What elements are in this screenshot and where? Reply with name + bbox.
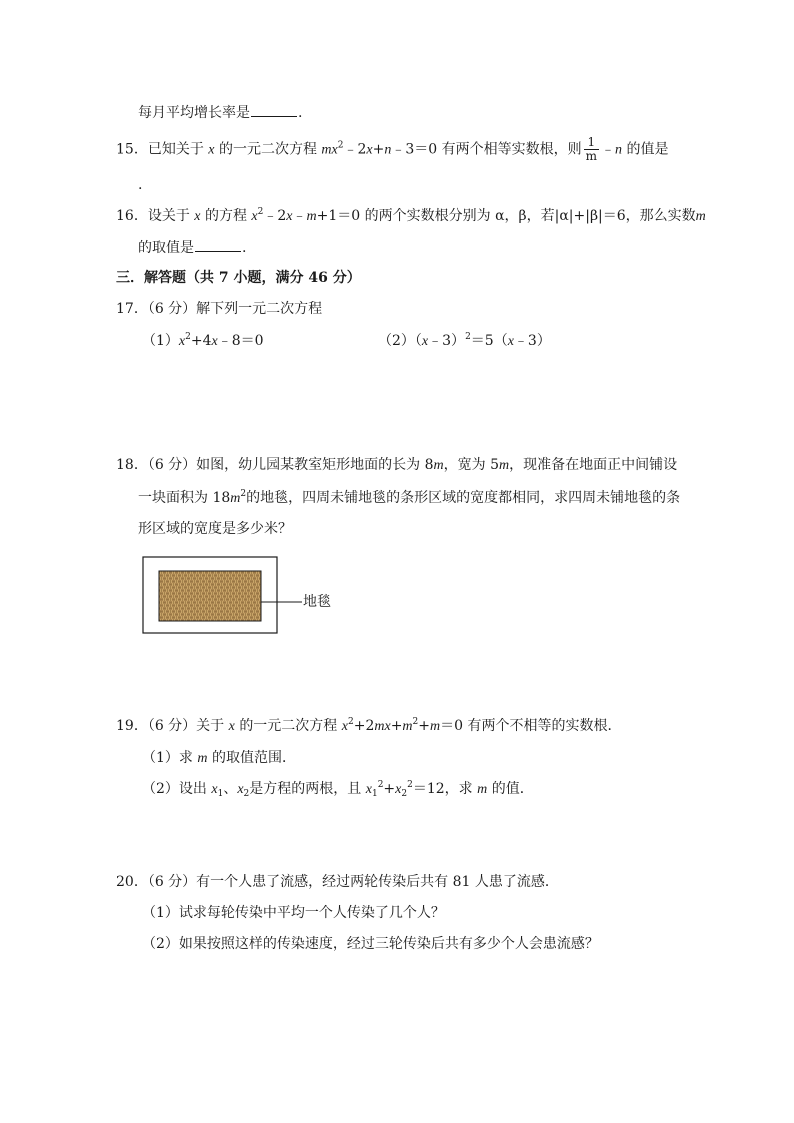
q15-text-2: 的一元二次方程: [218, 141, 317, 158]
q19-text-1: （6 分）关于: [147, 718, 225, 734]
q19-text-6: ＝0 有两个不相等的实数根．: [440, 718, 622, 734]
question-17: [116, 299, 322, 319]
var-x: x: [341, 719, 348, 734]
exponent: 2: [337, 140, 344, 151]
var-n: n: [384, 142, 392, 158]
q18-line-3: 形区域的宽度是多少米？: [138, 521, 292, 537]
q18-line-2: [138, 488, 680, 509]
q16-text-3: ﹣2: [263, 208, 287, 224]
fraction-denominator: m: [585, 149, 598, 163]
q19-text-4: +: [390, 718, 403, 734]
q19-part-2: [142, 779, 534, 800]
question-number: 18．: [116, 457, 148, 473]
subscript: 2: [401, 789, 408, 799]
question-number: 17．: [116, 301, 148, 317]
q20-part-1: （1）试求每轮传染中平均一个人传染了几个人？: [142, 905, 445, 921]
var-x: x: [251, 209, 258, 224]
q16-text-2: 的方程: [204, 208, 247, 224]
var-x: x: [178, 334, 186, 349]
q16-line-2-text: 的取值是: [138, 240, 194, 256]
q15-text-6: ﹣: [601, 141, 616, 158]
q14-tail: [138, 103, 302, 123]
var-m: m: [477, 782, 488, 797]
q18-text-2: ，宽为 5: [443, 457, 500, 473]
var-x: x: [331, 142, 338, 158]
exponent: 2: [465, 332, 471, 342]
q15-text-3: ﹣2: [343, 141, 367, 158]
separator: 、: [223, 781, 238, 797]
fraction-numerator: 1: [584, 136, 599, 150]
answer-blank: [195, 238, 241, 252]
q16-text-4: ﹣: [292, 208, 307, 224]
q17-part1-text-1: +4: [190, 333, 212, 349]
q19-part2-d: 的值．: [491, 781, 534, 797]
q19-part2-c: ＝12，求: [412, 781, 473, 797]
part-label: （2）（: [378, 333, 422, 349]
var-m: m: [197, 751, 208, 766]
q16-end: .: [242, 240, 247, 256]
q19-part2-a: （2）设出: [142, 781, 207, 797]
question-number: 20．: [116, 874, 148, 890]
var-mx: mx: [374, 719, 391, 734]
q16-text-1: 设关于: [147, 208, 190, 224]
exponent: 2: [257, 207, 264, 217]
q15-text-7: 的值是: [626, 141, 669, 158]
var-m: m: [321, 142, 332, 158]
q17-part-2: [378, 331, 551, 352]
exponent: 2: [377, 780, 384, 790]
question-number: 15．: [116, 141, 148, 158]
plus-sign: +: [383, 781, 396, 797]
var-m: m: [430, 719, 441, 734]
answer-blank: [251, 103, 297, 117]
q16-text-5: +1＝0 的两个实数根分别为 α，β，若|α|+|β|＝6，那么实数: [316, 208, 696, 224]
var-x: x: [211, 334, 218, 349]
rug-label: 地毯: [303, 594, 331, 610]
q19-part-1: [142, 748, 296, 769]
q16-line-2: [138, 238, 246, 258]
section-title: 三．解答题（共 7 小题，满分 46 分）: [116, 270, 361, 286]
q19-part1-a: （1）求: [142, 750, 193, 766]
var-x: x: [421, 334, 429, 349]
var-x: x: [507, 334, 514, 349]
question-20: [116, 872, 559, 892]
var-x: x: [366, 142, 373, 158]
q15-text-4: +: [372, 141, 385, 158]
exponent: 2: [347, 717, 354, 727]
exponent: 2: [240, 489, 247, 499]
q15-dot: .: [138, 177, 143, 193]
q19-text-3: +2: [353, 718, 375, 734]
q15-text-5: ﹣3＝0 有两个相等实数根，则: [391, 141, 582, 158]
rug-figure: [142, 556, 332, 636]
q18-text-3: ，现准备在地面正中间铺设: [509, 457, 678, 473]
var-m: m: [695, 209, 706, 224]
q17-part2-text-1: ﹣3）: [428, 333, 466, 349]
q19-text-2: 的一元二次方程: [239, 718, 338, 734]
unit-m: m: [499, 458, 510, 473]
q19-part2-b: 是方程的两根，且: [249, 781, 362, 797]
unit-m: m: [230, 491, 241, 506]
var-m: m: [306, 209, 317, 224]
unit-m: m: [433, 458, 444, 473]
q15-text-1: 已知关于: [147, 141, 204, 158]
var-x: x: [211, 782, 218, 797]
var-m: m: [402, 719, 413, 734]
q17-part2-text-2: ＝5（: [470, 333, 508, 349]
var-x: x: [194, 209, 201, 224]
q14-tail-end: .: [298, 105, 303, 121]
q18-text-1: （6 分）如图，幼儿园某教室矩形地面的长为 8: [147, 457, 434, 473]
rug-rect: [159, 571, 261, 621]
var-x: x: [286, 209, 293, 224]
question-19: [116, 716, 622, 737]
var-n: n: [615, 142, 623, 158]
var-x: x: [365, 782, 372, 797]
q17-stem: （6 分）解下列一元二次方程: [147, 301, 323, 317]
q19-part1-b: 的取值范围．: [211, 750, 296, 766]
q20-part-2: （2）如果按照这样的传染速度，经过三轮传染后共有多少个人会患流感？: [142, 936, 599, 952]
var-x: x: [208, 142, 215, 158]
q17-part2-text-3: ﹣3）: [513, 333, 551, 349]
question-15: [116, 136, 668, 163]
part-label: （1）: [142, 333, 179, 349]
q20-stem: （6 分）有一个人患了流感，经过两轮传染后共有 81 人患了流感．: [147, 874, 559, 890]
question-number: 16．: [116, 208, 148, 224]
question-18: [116, 455, 677, 476]
var-x: x: [237, 782, 244, 797]
subscript: 1: [371, 789, 378, 799]
var-x: x: [395, 782, 402, 797]
question-number: 19．: [116, 718, 148, 734]
fraction: [584, 136, 599, 163]
q17-part-1: [142, 331, 264, 352]
q14-tail-text: 每月平均增长率是: [138, 105, 250, 121]
subscript: 2: [243, 789, 250, 799]
question-16: [116, 206, 706, 227]
exponent: 2: [407, 780, 413, 790]
q18-line2-a: 一块面积为 18: [138, 490, 231, 506]
q17-part1-text-2: ﹣8＝0: [217, 333, 264, 349]
var-x: x: [228, 719, 235, 734]
exponent: 2: [185, 332, 191, 342]
subscript: 1: [217, 789, 224, 799]
q18-line2-b: 的地毯，四周未铺地毯的条形区域的宽度都相同，求四周未铺地毯的条: [246, 490, 681, 506]
exponent: 2: [412, 717, 419, 727]
q19-text-5: +: [418, 718, 431, 734]
